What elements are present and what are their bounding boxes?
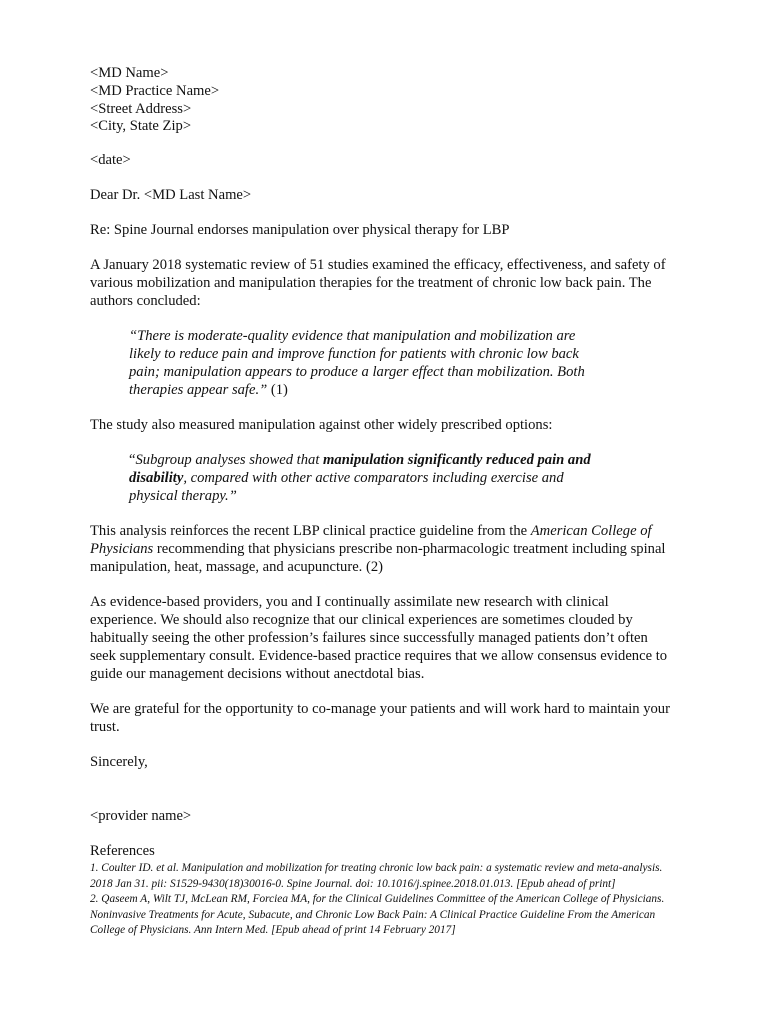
- subject-line: Re: Spine Journal endorses manipulation over physical therapy for LBP: [90, 222, 510, 239]
- paragraph-5: We are grateful for the opportunity to co-manage your patients and will work hard to maintain your trust.: [90, 701, 670, 736]
- signature-space: [90, 771, 670, 807]
- md-name: <MD Name>: [90, 65, 169, 81]
- closing: Sincerely,: [90, 754, 148, 771]
- provider-name: <provider name>: [90, 808, 192, 825]
- paragraph-3-post: recommending that physicians prescribe non-pharmacologic treatment including spinal manipulation, heat, massage, and acupuncture. (2): [90, 541, 666, 576]
- reference-item: 2. Qaseem A, Wilt TJ, McLean RM, Forciea MA, for the Clinical Guidelines Committee of the American College of Physicians. Noninvasive Treatments for Acute, Subacute, and Chronic Low Back Pain: A Clinical Practice Guideline From the American College of Physicians. Ann Intern Med. [Epub ahead of print 14 February 2017]: [90, 893, 665, 937]
- quote-2-pre: Subgroup analyses showed that: [135, 452, 324, 469]
- paragraph-1: A January 2018 systematic review of 51 studies examined the efficacy, effectiveness, and safety of various mobilization and manipulation therapies for the treatment of chronic low back pain. The authors concluded:: [90, 257, 666, 310]
- quote-2-emphasis: manipulation significantly reduced pain and disability: [129, 452, 591, 487]
- quote-2: [129, 451, 609, 505]
- street-address: <Street Address>: [90, 100, 192, 117]
- reference-item: 1. Coulter ID. et al. Manipulation and mobilization for treating chronic low back pain: a systematic review and meta-analysis. 2018 Jan 31. pii: S1529-9430(18)30016-0. Spine Journal. doi: 10.1016/j.spinee.2018.01.013. [Epub ahead of print]: [90, 862, 663, 890]
- paragraph-4: As evidence-based providers, you and I continually assimilate new research with clinical experience. We should also recognize that our clinical experiences are sometimes clouded by habitually seeing the other profession’s failures since successfully managed patients don’t often seek supplementary consult. Evidence-based practice requires that we allow consensus evidence to guide our management decisions without anectdotal bias.: [90, 594, 668, 683]
- paragraph-3-pre: This analysis reinforces the recent LBP clinical practice guideline from the: [90, 523, 531, 540]
- recipient-address: [90, 65, 670, 136]
- salutation: Dear Dr. <MD Last Name>: [90, 187, 252, 204]
- quote-1-text: “There is moderate-quality evidence that manipulation and mobilization are likely to reduce pain and improve function for patients with chronic low back pain; manipulation appears to produce a larger effect than mobilization. Both therapies appear safe.”: [129, 328, 585, 399]
- paragraph-2: The study also measured manipulation against other widely prescribed options:: [90, 417, 553, 434]
- letter-date: <date>: [90, 152, 131, 169]
- paragraph-3-org: American College of Physicians: [90, 523, 652, 558]
- references-list: [90, 861, 670, 939]
- quote-1: [129, 327, 609, 399]
- paragraph-3: [90, 522, 670, 576]
- quote-2-open-mark: “: [129, 452, 136, 469]
- practice-name: <MD Practice Name>: [90, 82, 220, 99]
- quote-2-post: , compared with other active comparators including exercise and physical therapy.”: [129, 470, 564, 505]
- letter-body: [90, 65, 670, 939]
- references-heading: References: [90, 843, 155, 860]
- quote-1-citation: (1): [267, 382, 288, 399]
- city-state-zip: <City, State Zip>: [90, 118, 192, 135]
